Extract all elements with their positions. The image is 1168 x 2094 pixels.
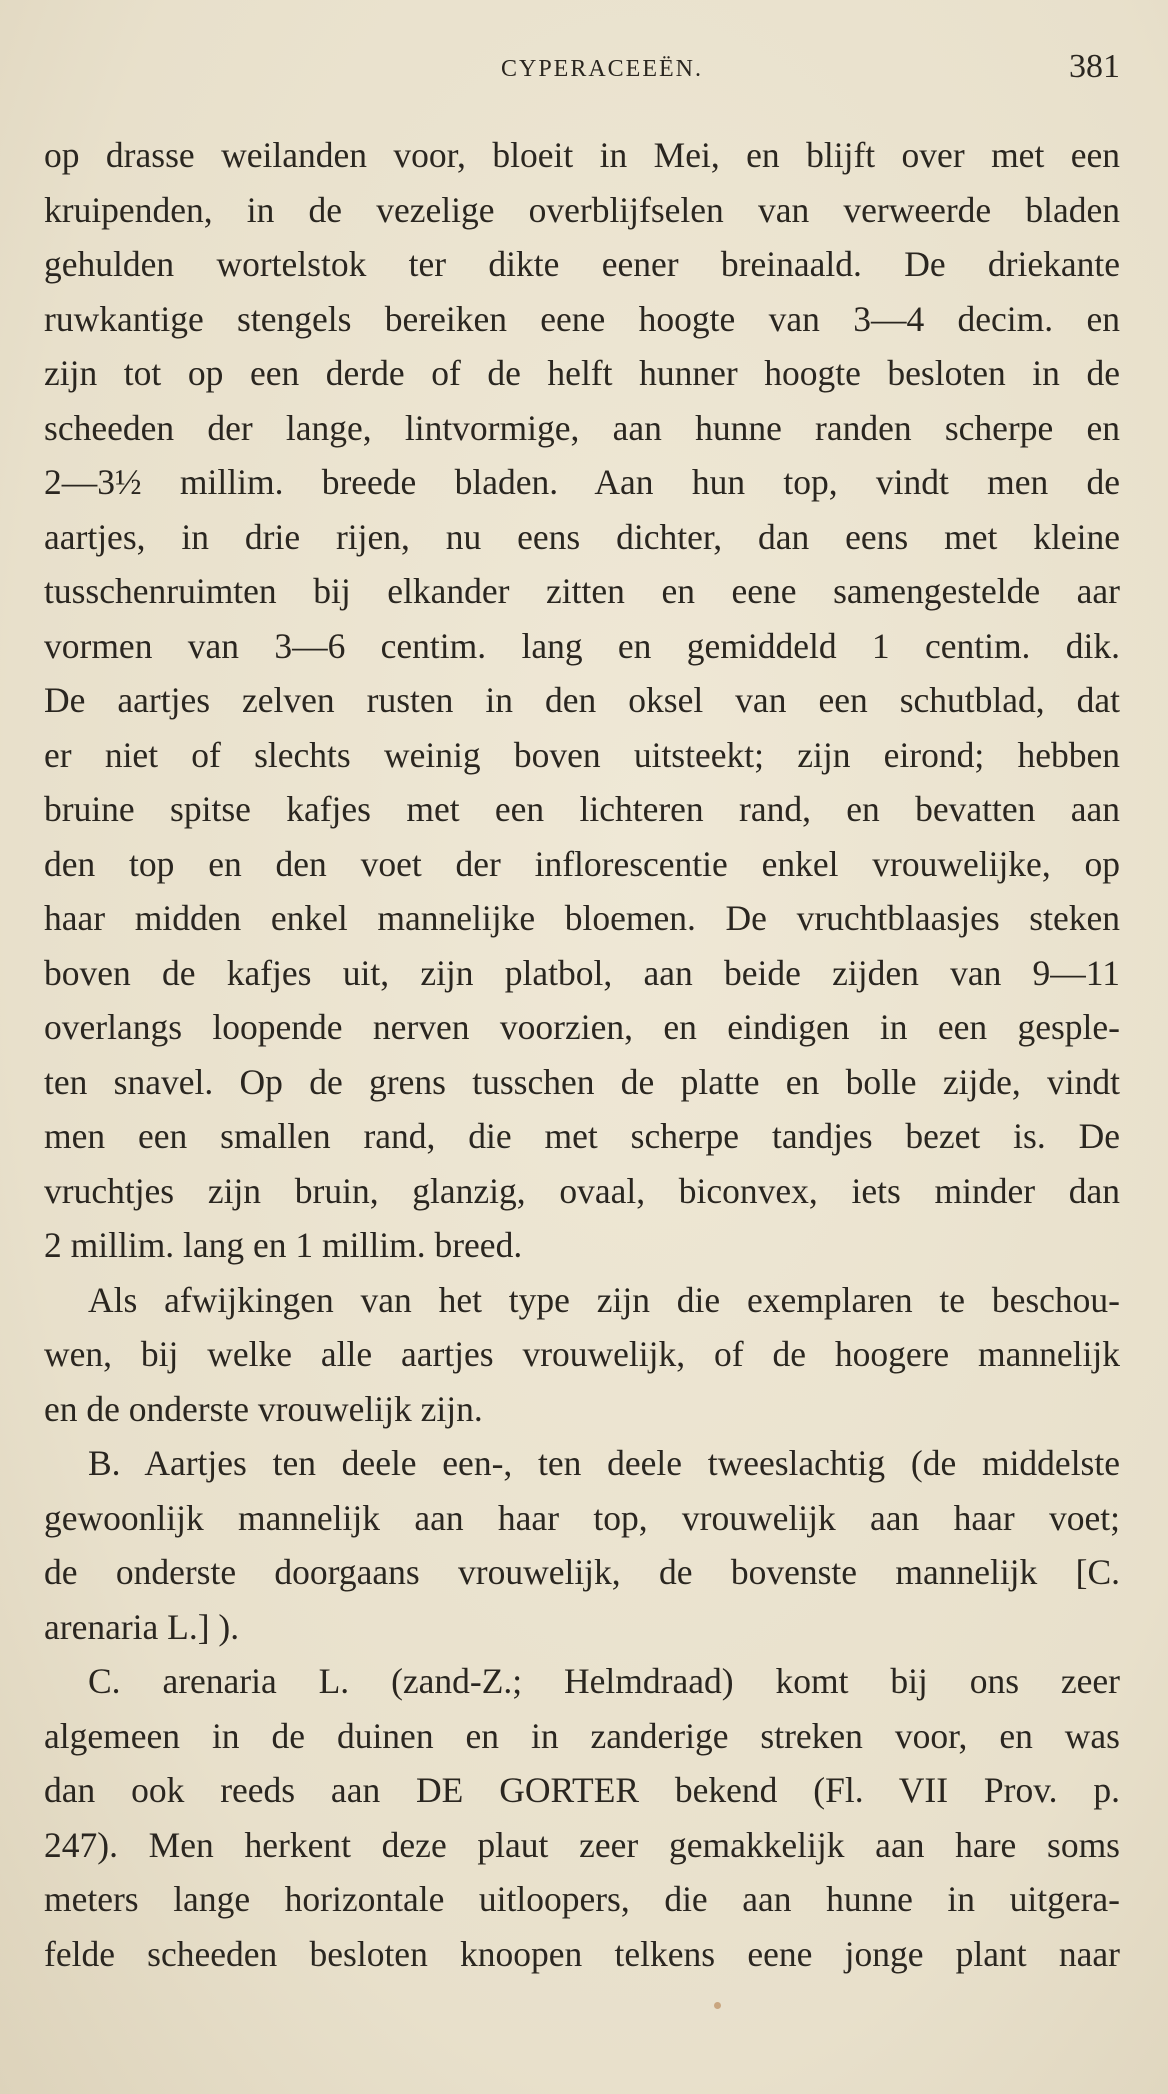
paper-spot [714, 2002, 721, 2009]
text-line: felde scheeden besloten knoopen telkens eene jonge plant naar [44, 1933, 1120, 1974]
paragraph-start-line: Als afwijkingen van het type zijn die exemplaren te beschou- [88, 1279, 1120, 1320]
text-line: ten snavel. Op de grens tusschen de platte en bolle zijde, vindt [44, 1061, 1120, 1102]
text-line: er niet of slechts weinig boven uitsteekt; zijn eirond; hebben [44, 734, 1120, 775]
text-line: men een smallen rand, die met scherpe tandjes bezet is. De [44, 1116, 1120, 1156]
text-line: gehulden wortelstok ter dikte eener breinaald. De driekante [44, 244, 1120, 284]
text-line: bruine spitse kafjes met een lichteren rand, en bevatten aan [44, 789, 1120, 829]
text-line: zijn tot op een derde of de helft hunner hoogte besloten in de [44, 353, 1120, 393]
text-line: De aartjes zelven rusten in den oksel van een schutblad, dat [44, 680, 1120, 720]
text-line: scheeden der lange, lintvormige, aan hunne randen scherpe en [44, 407, 1120, 448]
text-line: overlangs loopende nerven voorzien, en eindigen in een gesple- [44, 1007, 1120, 1047]
text-line: ruwkantige stengels bereiken eene hoogte van 3—4 decim. en [44, 298, 1120, 339]
text-line: 2—3½ millim. breede bladen. Aan hun top, vindt men de [44, 462, 1120, 502]
paragraph-end-line: en de onderste vrouwelijk zijn. [44, 1388, 483, 1429]
text-line: meters lange horizontale uitloopers, die aan hunne in uitgera- [44, 1879, 1120, 1919]
text-line: op drasse weilanden voor, bloeit in Mei, en blijft over met een [44, 135, 1120, 175]
text-line: vruchtjes zijn bruin, glanzig, ovaal, biconvex, iets minder dan [44, 1170, 1120, 1211]
text-line: 247). Men herkent deze plaut zeer gemakkelijk aan hare soms [44, 1824, 1120, 1865]
text-line: den top en den voet der inflorescentie enkel vrouwelijke, op [44, 843, 1120, 884]
body-text [44, 128, 1120, 1981]
text-line: aartjes, in drie rijen, nu eens dichter, dan eens met kleine [44, 516, 1120, 557]
paragraph-end-line: arenaria L.] ). [44, 1606, 240, 1647]
text-line: de onderste doorgaans vrouwelijk, de bovenste mannelijk [C. [44, 1552, 1120, 1592]
text-line: kruipenden, in de vezelige overblijfselen van verweerde bladen [44, 189, 1120, 230]
paragraph-start-line: B. Aartjes ten deele een-, ten deele tweeslachtig (de middelste [88, 1443, 1120, 1483]
text-line: tusschenruimten bij elkander zitten en eene samengestelde aar [44, 571, 1120, 611]
running-title: CYPERACEEËN. [500, 56, 703, 82]
text-line: vormen van 3—6 centim. lang en gemiddeld 1 centim. dik. [44, 625, 1120, 666]
paragraph-end-line: 2 millim. lang en 1 millim. breed. [44, 1225, 523, 1265]
text-line: haar midden enkel mannelijke bloemen. De vruchtblaasjes steken [44, 898, 1120, 938]
text-line: dan ook reeds aan DE GORTER bekend (Fl. VII Prov. p. [44, 1770, 1120, 1810]
text-line: gewoonlijk mannelijk aan haar top, vrouwelijk aan haar voet; [44, 1497, 1120, 1538]
page-number: 381 [1069, 48, 1120, 85]
text-line: boven de kafjes uit, zijn platbol, aan beide zijden van 9—11 [44, 952, 1120, 993]
text-line: algemeen in de duinen en in zanderige streken voor, en was [44, 1715, 1120, 1756]
paragraph-start-line: C. arenaria L. (zand-Z.; Helmdraad) komt bij ons zeer [88, 1661, 1120, 1701]
text-line: wen, bij welke alle aartjes vrouwelijk, of de hoogere mannelijk [44, 1334, 1120, 1374]
page-header [44, 48, 1120, 88]
